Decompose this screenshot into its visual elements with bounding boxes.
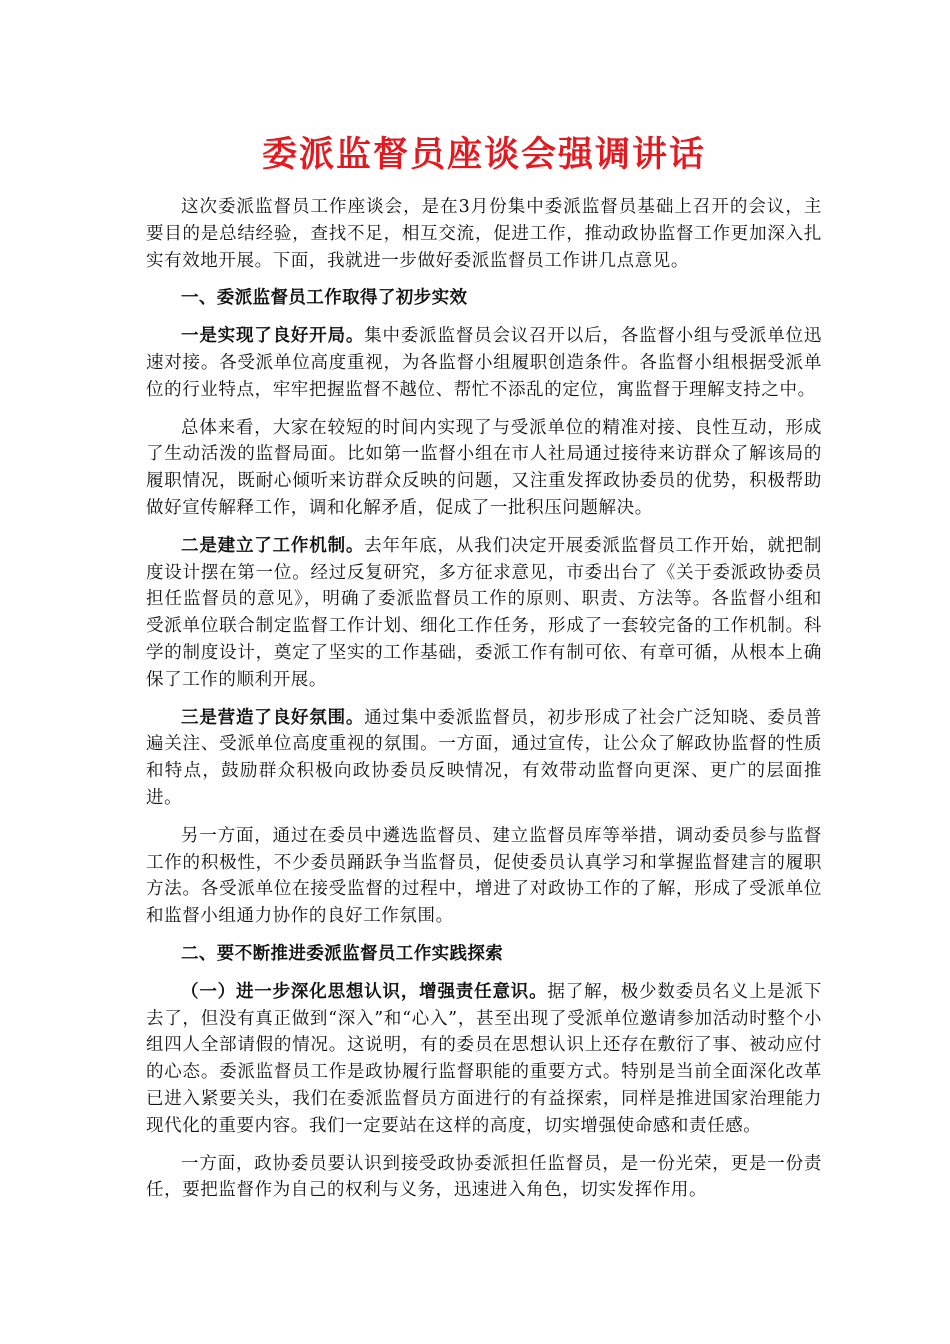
paragraph-body: 据了解，极少数委员名义上是派下去了，但没有真正做到“深入”和“心入”，甚至出现了受派单位邀请参加活动时整个小组四人全部请假的情况。这说明，有的委员在思想认识上还存在敷衍了事、被动应付的心态。委派监督员工作是政协履行监督职能的重要方式。特别是当前全面深化改革已进入紧要关头，我们在委派监督员方面进行的有益探索，同样是推进国家治理能力现代化的重要内容。我们一定要站在这样的高度，切实增强使命感和责任感。: [146, 981, 823, 1136]
paragraph-lead: （一）进一步深化思想认识，增强责任意识。: [181, 981, 548, 1002]
intro-paragraph: 这次委派监督员工作座谈会，是在3月份集中委派监督员基础上召开的会议，主要目的是总结经验，查找不足，相互交流，促进工作，推动政协监督工作更加深入扎实有效地开展。下面，我就进一步做好委派监督员工作讲几点意见。: [146, 197, 822, 271]
document-page: [146, 130, 822, 1215]
paragraph-lead: 二是建立了工作机制。: [181, 535, 365, 556]
paragraph-body: 集中委派监督员会议召开以后，各监督小组与受派单位迅速对接。各受派单位高度重视，为各监督小组履职创造条件。各监督小组根据受派单位的行业特点，牢牢把握监督不越位、帮忙不添乱的定位，寓监督于理解支持之中。: [146, 326, 823, 400]
paragraph-mechanism: [146, 533, 822, 694]
paragraph-lead: 三是营造了良好氛围。: [181, 707, 365, 728]
section-heading-2: 二、要不断推进委派监督员工作实践探索: [181, 943, 504, 964]
paragraph-body: 去年年底，从我们决定开展委派监督员工作开始，就把制度设计摆在第一位。经过反复研究，多方征求意见，市委出台了《关于委派政协委员担任监督员的意见》，明确了委派监督员工作的原则、职责、方法等。各监督小组和受派单位联合制定监督工作计划、细化工作任务，形成了一套较完备的工作机制。科学的制度设计，奠定了坚实的工作基础，委派工作有制可依、有章可循，从根本上确保了工作的顺利开展。: [146, 535, 823, 690]
section-heading-1: 一、委派监督员工作取得了初步实效: [181, 288, 468, 309]
paragraph-overview: 总体来看，大家在较短的时间内实现了与受派单位的精准对接、良性互动，形成了生动活泼的监督局面。比如第一监督小组在市人社局通过接待来访群众了解该局的履职情况，既耐心倾听来访群众反映的问题，又注重发挥政协委员的优势，积极帮助做好宣传解释工作，调和化解矛盾，促成了一批积压问题解决。: [146, 417, 822, 518]
paragraph-atmosphere: [146, 705, 822, 812]
paragraph-body: 通过集中委派监督员，初步形成了社会广泛知晓、委员普遍关注、受派单位高度重视的氛围。一方面，通过宣传，让公众了解政协监督的性质和特点，鼓励群众积极向政协委员反映情况，有效带动监督向更深、更广的层面推进。: [146, 707, 823, 808]
paragraph-responsibility: 一方面，政协委员要认识到接受政协委派担任监督员，是一份光荣，更是一份责任，要把监督作为自己的权利与义务，迅速进入角色，切实发挥作用。: [146, 1153, 822, 1201]
paragraph-good-start: [146, 323, 822, 403]
paragraph-awareness: [146, 979, 822, 1140]
paragraph-other-side: 另一方面，通过在委员中遴选监督员、建立监督员库等举措，调动委员参与监督工作的积极性，不少委员踊跃争当监督员，促使委员认真学习和掌握监督建言的履职方法。各受派单位在接受监督的过程中，增进了对政协工作的了解，形成了受派单位和监督小组通力协作的良好工作氛围。: [146, 825, 822, 927]
paragraph-lead: 一是实现了良好开局。: [181, 326, 365, 347]
document-title: 委派监督员座谈会强调讲话: [261, 135, 706, 175]
